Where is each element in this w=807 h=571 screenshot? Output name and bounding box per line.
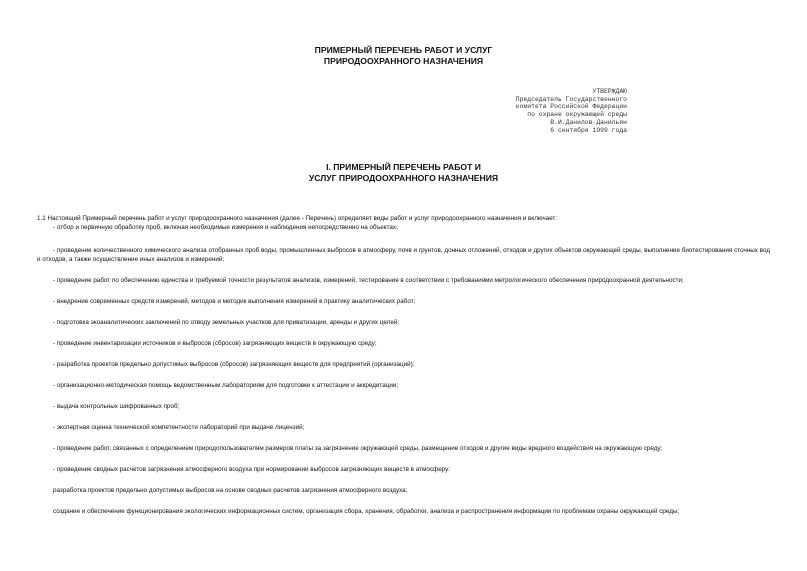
section-title-line-2: УСЛУГ ПРИРОДООХРАННОГО НАЗНАЧЕНИЯ: [308, 173, 499, 183]
list-item: - разработка проектов предельно допустимых выбросов (сбросов) загрязняющих веществ для предприятий (организаций);: [53, 361, 415, 368]
list-item: - выдача контрольных шифрованных проб;: [53, 403, 180, 410]
list-item: - проведение работ по обеспечению единства и требуемой точности результатов анализов, измерений, тестирования в соответствии с требованиями метрологического обеспечения природоохранной деятельности;: [53, 277, 684, 284]
approval-line: 6 сентября 1999 года: [550, 126, 627, 134]
document-title-line-1: ПРИМЕРНЫЙ ПЕРЕЧЕНЬ РАБОТ И УСЛУГ: [314, 45, 493, 55]
approval-line: В.И.Данилов-Данильян: [550, 118, 627, 126]
approval-line: УТВЕРЖДАЮ: [592, 88, 627, 95]
approval-line: по охране окружающей среды: [527, 111, 627, 119]
list-item: - экспертная оценка технической компетентности лабораторий при выдаче лицензий;: [53, 424, 305, 431]
list-item: - проведение работ, связанных с определением природопользователям размеров платы за загрязнение окружающей среды, размещение отходов и другие виды вредного воздействия на окружающую среду;: [53, 445, 663, 452]
list-item: - проведение сводных расчетов загрязнения атмосферного воздуха при нормировании выбросов загрязняющих веществ в атмосферу:: [53, 466, 451, 473]
list-item: - подготовка экоаналитических заключений по отводу земельных участков для приватизации, аренды и других целей;: [53, 319, 400, 326]
approval-block: [427, 88, 627, 134]
approval-line: Председатель Государственного: [515, 95, 627, 103]
list-item: разработка проектов предельно допустимых выбросов на основе сводных расчетов загрязнения атмосферного воздуха;: [53, 487, 408, 494]
list-item: - организационно-методическая помощь ведомственным лабораториям для подготовки к аттестации и аккредитации;: [53, 382, 399, 389]
approval-line: комитета Российской Федерации: [515, 103, 627, 111]
section-title: [0, 162, 807, 184]
list-item: создание и обеспечение функционирования экологических информационных систем, организация сбора, хранения, обработки, анализа и распространения информации по проблемам охраны окружающей среды;: [53, 508, 680, 515]
list-item: - проведение инвентаризации источников и выбросов (сбросов) загрязняющих веществ в окружающую среду;: [53, 340, 377, 347]
intro-paragraph: 1.1 Настоящий Примерный перечень работ и услуг природоохранного назначения (далее - Перечень) определяет виды работ и услуг природоохранного назначения и включает:: [37, 215, 558, 222]
document-body: [37, 214, 770, 528]
document-title: [0, 45, 807, 67]
section-title-line-1: I. ПРИМЕРНЫЙ ПЕРЕЧЕНЬ РАБОТ И: [326, 162, 481, 172]
list-item: - проведение количественного химического анализа отобранных проб воды, промышленных выбросов в атмосферу, почв и грунтов, донных отложений, отходов и других объектов окружающей среды, выполнение биотестирования сточных вод и отходов, а также осуществление иных анализов и измерений;: [37, 247, 770, 263]
list-item: - отбор и первичную обработку проб, включая необходимые измерения и наблюдения непосредственно на объектах;: [53, 224, 398, 231]
document-title-line-2: ПРИРОДООХРАННОГО НАЗНАЧЕНИЯ: [323, 56, 484, 66]
list-item: - внедрение современных средств измерений, методов и методик выполнения измерений в практику аналитических работ;: [53, 298, 416, 305]
